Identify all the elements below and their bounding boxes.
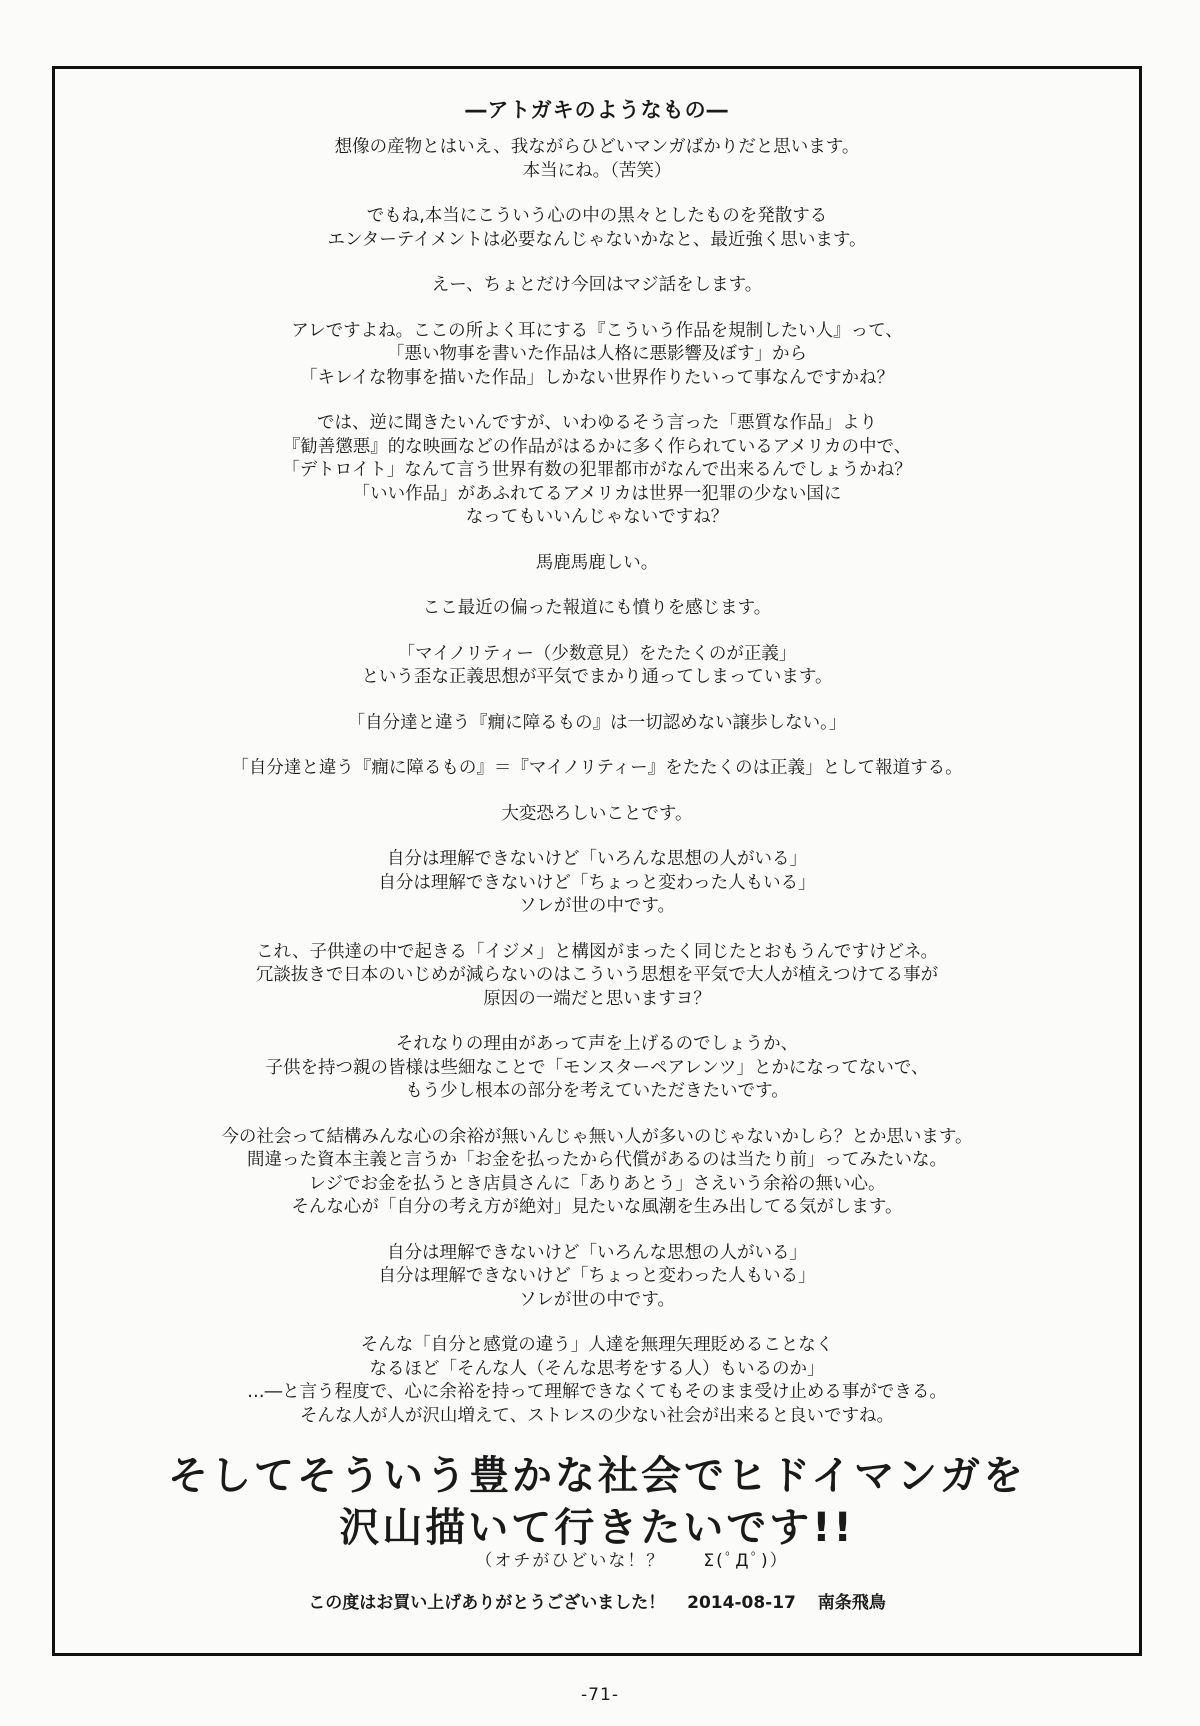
- paragraph-line: 本当にね。（苦笑）: [522, 160, 672, 181]
- paragraph: [52, 757, 1142, 781]
- afterword-heading: ―アトガキのようなもの―: [465, 98, 729, 122]
- paragraph-line: ソレが世の中です。: [518, 1289, 676, 1310]
- paragraph-line: 「悪い物事を書いた作品は人格に悪影響及ぼす」から: [387, 344, 807, 364]
- paragraph-line: えー、ちょとだけ今回はマジ話をします。: [431, 275, 763, 295]
- paragraph-line: 自分は理解できないけど「いろんな思想の人がいる」: [387, 849, 807, 869]
- thanks-date: 2014-08-17: [687, 1593, 796, 1613]
- paragraph-line: これ、子供達の中で起きる「イジメ」と構図がまったく同じたとおもうんですけどネ。: [256, 941, 938, 962]
- paragraph-line: 「いい作品」があふれてるアメリカは世界一犯罪の少ない国に: [352, 483, 842, 504]
- paragraph-line: 自分は理解できないけど「ちょっと変わった人もいる」: [378, 1266, 816, 1286]
- paragraph: [52, 597, 1142, 621]
- closing-statement-line: 沢山描いて行きたいです!!: [339, 1505, 855, 1551]
- paragraph-line: …―と言う程度で、心に余裕を持って理解できなくてもそのまま受け止める事ができる。: [247, 1382, 947, 1402]
- paragraph-line: なるほど「そんな人（そんな思考をする人）もいるのか」: [369, 1358, 825, 1379]
- thanks-message: この度はお買い上げありがとうございました！: [308, 1593, 666, 1613]
- paragraph-line: 「マイノリティー（少数意見）をたたくのが正義」: [397, 643, 797, 664]
- paragraph: [52, 1334, 1142, 1428]
- paragraph-line: 大変恐ろしいことです。: [501, 803, 693, 824]
- paragraph-line: そんな心が「自分の考え方が絶対」見たいな風潮を生み出してる気がします。: [291, 1197, 903, 1217]
- afterword-paragraphs: [52, 136, 1142, 1428]
- paragraph: [52, 274, 1142, 298]
- paragraph-line: 「キレイな物事を描いた作品」しかない世界作りたいって事なんですかね？: [300, 367, 894, 388]
- paragraph-line: 今の社会って結構みんな心の余裕が無いんじゃ無い人が多いのじゃないかしら？とか思います。: [221, 1126, 973, 1147]
- paragraph-line: 自分は理解できないけど「いろんな思想の人がいる」: [387, 1242, 807, 1263]
- paragraph-line: ソレが世の中です。: [518, 896, 676, 916]
- closing-statement: [52, 1450, 1142, 1572]
- paragraph-line: そんな「自分と感覚の違う」人達を無理矢理貶めることなく: [360, 1335, 834, 1355]
- paragraph: [52, 941, 1142, 1012]
- paragraph-line: 冗談抜きで日本のいじめが減らないのはこういう思想を平気で大人が植えつけてる事が: [255, 965, 939, 985]
- paragraph: [52, 136, 1142, 183]
- paragraph-line: 想像の産物とはいえ、我ながらひどいマンガばかりだと思います。: [334, 137, 860, 157]
- paragraph: [52, 848, 1142, 919]
- paragraph-line: そんな人が人が沢山増えて、ストレスの少ない社会が出来ると良いですね。: [299, 1405, 895, 1426]
- paragraph: [52, 205, 1142, 252]
- paragraph-line: もう少し根本の部分を考えていただきたいです。: [405, 1081, 789, 1101]
- paragraph-line: 間違った資本主義と言うか「お金を払ったから代償があるのは当たり前」ってみたいな。: [247, 1150, 947, 1170]
- paragraph-line: では、逆に聞きたいんですが、いわゆるそう言った「悪質な作品」より: [317, 413, 877, 433]
- page-number: -71-: [581, 1685, 619, 1705]
- paragraph-line: ここ最近の偏った報道にも憤りを感じます。: [422, 598, 772, 618]
- paragraph-line: 自分は理解できないけど「ちょっと変わった人もいる」: [378, 872, 816, 893]
- paragraph: [52, 643, 1142, 690]
- afterword-body: [52, 96, 1142, 1614]
- author-name: 南条飛鳥: [817, 1593, 886, 1613]
- closing-statement-line: そしてそういう豊かな社会でヒドイマンガを: [168, 1453, 1026, 1499]
- paragraph: [52, 412, 1142, 530]
- paragraph-line: 「デトロイト」なんて言う世界有数の犯罪都市がなんで出来るんでしょうかね？: [282, 460, 912, 480]
- closing-aside: （オチがひどいな！？ Σ(ﾟДﾟ)）: [475, 1551, 789, 1571]
- paragraph-line: それなりの理由があって声を上げるのでしょうか、: [395, 1034, 799, 1054]
- paragraph: [52, 803, 1142, 827]
- paragraph: [52, 320, 1142, 391]
- paragraph-line: 「自分達と違う『癇に障るもの』は一切認めない譲歩しない。」: [347, 712, 847, 733]
- paragraph: [52, 1033, 1142, 1104]
- paragraph-line: エンターテイメントは必要なんじゃないかなと、最近強く思います。: [327, 229, 867, 250]
- thanks-line: [52, 1592, 1142, 1614]
- paragraph-line: 『勧善懲悪』的な映画などの作品がはるかに多く作られているアメリカの中で、: [282, 436, 912, 457]
- paragraph-line: 「自分達と違う『癇に障るもの』＝『マイノリティー』をたたくのは正義」として報道する。: [231, 758, 963, 778]
- paragraph-line: 馬鹿馬鹿しい。: [535, 552, 659, 573]
- paragraph-line: 子供を持つ親の皆様は些細なことで「モンスターペアレンツ」とかになってないで、: [265, 1057, 929, 1078]
- paragraph: [52, 552, 1142, 576]
- paragraph: [52, 712, 1142, 736]
- paragraph-line: なってもいいんじゃないですね？: [465, 507, 729, 527]
- paragraph: [52, 1126, 1142, 1220]
- paragraph-line: でもね,本当にこういう心の中の黒々としたものを発散する: [366, 206, 828, 226]
- paragraph-line: 原因の一端だと思いますヨ？: [483, 988, 711, 1009]
- paragraph-line: という歪な正義思想が平気でまかり通ってしまっています。: [361, 667, 833, 687]
- paragraph-line: アレですよね。ここの所よく耳にする『こういう作品を規制したい人』って、: [291, 320, 903, 341]
- paragraph: [52, 1242, 1142, 1313]
- paragraph-line: レジでお金を払うとき店員さんに「ありあとう」さえいう余裕の無い心。: [308, 1173, 886, 1194]
